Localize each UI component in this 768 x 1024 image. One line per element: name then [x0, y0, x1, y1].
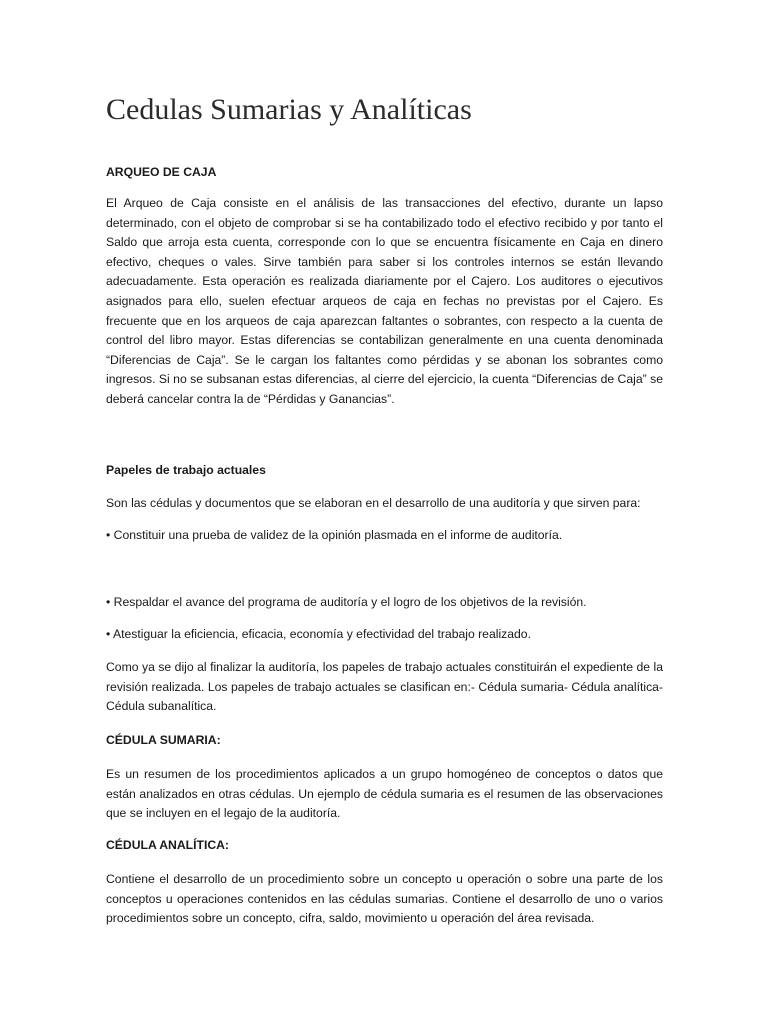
section-heading-cedula-analitica: CÉDULA ANALÍTICA: — [106, 838, 229, 852]
section-heading-papeles: Papeles de trabajo actuales — [106, 463, 266, 477]
document-title: Cedulas Sumarias y Analíticas — [106, 93, 472, 126]
paragraph-papeles-clasificacion: Como ya se dijo al finalizar la auditoría, los papeles de trabajo actuales constituirán el expediente de la revisión realizada. Los papeles de trabajo actuales se clasifican en:- Cédula sumaria- Cédula analítica- Cédula subanalítica. — [106, 660, 663, 714]
section-heading-arqueo: ARQUEO DE CAJA — [106, 165, 217, 179]
section-heading-cedula-sumaria: CÉDULA SUMARIA: — [106, 733, 221, 747]
paragraph-cedula-analitica: Contiene el desarrollo de un procedimiento sobre un concepto u operación o sobre una parte de los conceptos u operaciones contenidos en las cédulas sumarias. Contiene el desarrollo de uno o varios procedimientos sobre un concepto, cifra, saldo, movimiento u operación del área revisada. — [106, 872, 663, 926]
paragraph-arqueo: El Arqueo de Caja consiste en el análisis de las transacciones del efectivo, durante un lapso determinado, con el objeto de comprobar si se ha contabilizado todo el efectivo recibido y por tanto el Saldo que arroja esta cuenta, corresponde con lo que se encuentra físicamente en Caja en dinero efectivo, cheques o vales. Sirve también para saber si los controles internos se están llevando adecuadamente. Esta operación es realizada diariamente por el Cajero. Los auditores o ejecutivos asignados para ello, suelen efectuar arqueos de caja en fechas no previstas por el Cajero. Es frecuente que en los arqueos de caja aparezcan faltantes o sobrantes, con respecto a la cuenta de control del libro mayor. Estas diferencias se contabilizan generalmente en una cuenta denominada “Diferencias de Caja”. Se le cargan los faltantes como pérdidas y se abonan los sobrantes como ingresos. Si no se subsanan estas diferencias, al cierre del ejercicio, la cuenta “Diferencias de Caja” se deberá cancelar contra la de “Pérdidas y Ganancias”. — [106, 196, 663, 406]
paragraph-papeles-intro: Son las cédulas y documentos que se elaboran en el desarrollo de una auditoría y que sirven para: — [106, 496, 641, 510]
bullet-item-validez: • Constituir una prueba de validez de la opinión plasmada en el informe de auditoría. — [106, 528, 563, 542]
bullet-item-atestiguar: • Atestiguar la eficiencia, eficacia, economía y efectividad del trabajo realizado. — [106, 627, 531, 641]
paragraph-cedula-sumaria: Es un resumen de los procedimientos aplicados a un grupo homogéneo de conceptos o datos que están analizados en otras cédulas. Un ejemplo de cédula sumaria es el resumen de las observaciones que se incluyen en el legajo de la auditoría. — [106, 767, 663, 821]
bullet-item-respaldar: • Respaldar el avance del programa de auditoría y el logro de los objetivos de la revisión. — [106, 595, 587, 609]
